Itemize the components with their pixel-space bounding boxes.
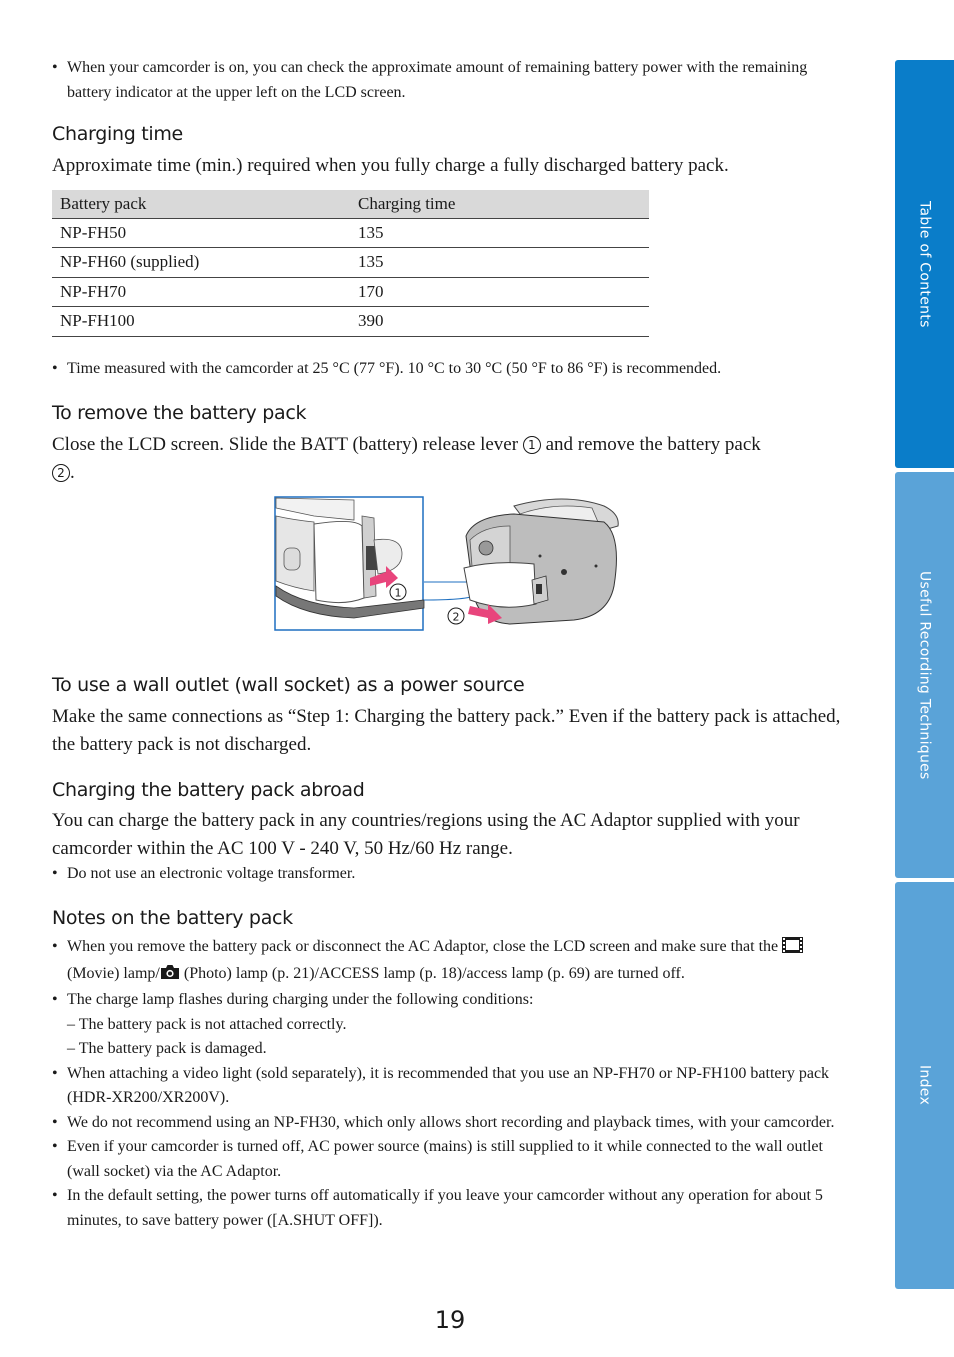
notes-bullet-2-sub-1: – The battery pack is not attached correctly. [67,1015,347,1033]
cell-battery-pack: NP-FH100 [52,307,350,337]
cell-charging-time: 170 [350,277,649,307]
charging-time-heading: Charging time [52,123,183,145]
step-2-marker: 2 [52,464,70,482]
remove-text-b: and remove the battery pack [545,434,761,455]
notes-bullet-6: • In the default setting, the power turns off automatically if you leave your camcorder without any operation for about 5 minutes, to save battery power ([A.SHUT OFF]). [52,1184,842,1233]
notes-bullet-2-sub-2: – The battery pack is damaged. [67,1040,267,1057]
header-charging-time: Charging time [350,190,649,218]
remove-text-c: . [70,462,75,483]
sidebar-tab-table-of-contents[interactable] [895,60,954,468]
wall-outlet-heading: To use a wall outlet (wall socket) as a power source [52,674,525,696]
movie-lamp-icon [782,937,803,962]
charging-time-table [52,190,649,337]
cell-charging-time: 390 [350,307,649,337]
notes-heading: Notes on the battery pack [52,907,293,929]
notes-bullet-4: • We do not recommend using an NP-FH30, which only allows short recording and playback times, with your camcorder. [52,1111,842,1136]
notes-b1-text-b: (Movie) lamp/ [67,964,160,982]
abroad-heading: Charging the battery pack abroad [52,779,365,801]
notes-list [52,935,842,1233]
figure-marker-2: 2 [452,610,460,624]
abroad-text: You can charge the battery pack in any countries/regions using the AC Adaptor supplied with your camcorder within the AC 100 V - 240 V, 50 Hz/60 Hz range. [52,810,800,859]
tab-label: Table of Contents [916,200,933,328]
table-row [52,307,649,337]
table-row [52,218,649,248]
charging-time-description: Approximate time (min.) required when you fully charge a fully discharged battery pack. [52,155,729,176]
cell-charging-time: 135 [350,218,649,248]
sidebar-tab-index[interactable] [895,882,954,1289]
intro-bullet: • When your camcorder is on, you can check the approximate amount of remaining battery power with the remaining battery indicator at the upper left on the LCD screen. [52,56,842,105]
sidebar-tab-useful-recording-techniques[interactable] [895,472,954,878]
notes-bullet-5: • Even if your camcorder is turned off, AC power source (mains) is still supplied to it while connected to the wall outlet (wall socket) via the AC Adaptor. [52,1135,842,1184]
abroad-bullet: • Do not use an electronic voltage transformer. [52,862,842,887]
table-row [52,248,649,278]
table-row [52,277,649,307]
notes-bullet-2: • The charge lamp flashes during charging under the following conditions: [52,988,842,1013]
tab-label: Index [916,1065,933,1106]
figure-marker-1: 1 [394,586,402,600]
table-header-row [52,190,649,218]
notes-b1-text-c: (Photo) lamp (p. 21)/ACCESS lamp (p. 18)/access lamp (p. 69) are turned off. [183,964,685,982]
cell-battery-pack: NP-FH60 (supplied) [52,248,350,278]
charging-time-note: • Time measured with the camcorder at 25 °C (77 °F). 10 °C to 30 °C (50 °F to 86 °F) is recommended. [52,357,842,382]
tab-label: Useful Recording Techniques [916,570,933,780]
notes-bullet-1 [52,935,842,988]
photo-lamp-icon [160,964,180,989]
header-battery-pack: Battery pack [52,190,350,218]
remove-text-a: Close the LCD screen. Slide the BATT (battery) release lever [52,434,519,455]
cell-charging-time: 135 [350,248,649,278]
camcorder-illustration [274,496,624,632]
notes-b1-text-a: When you remove the battery pack or disconnect the AC Adaptor, close the LCD screen and make sure that the [67,938,779,955]
remove-battery-heading: To remove the battery pack [52,402,307,424]
cell-battery-pack: NP-FH70 [52,277,350,307]
notes-bullet-3: • When attaching a video light (sold separately), it is recommended that you use an NP-FH70 or NP-FH100 battery pack (HDR-XR200/XR200V). [52,1062,842,1111]
wall-outlet-text: Make the same connections as “Step 1: Charging the battery pack.” Even if the battery pack is attached, the battery pack is not discharged. [52,706,841,755]
remove-battery-text [52,431,852,487]
step-1-marker: 1 [523,436,541,454]
page-number: 19 [434,1306,466,1334]
cell-battery-pack: NP-FH50 [52,218,350,248]
battery-removal-illustration [274,496,624,632]
